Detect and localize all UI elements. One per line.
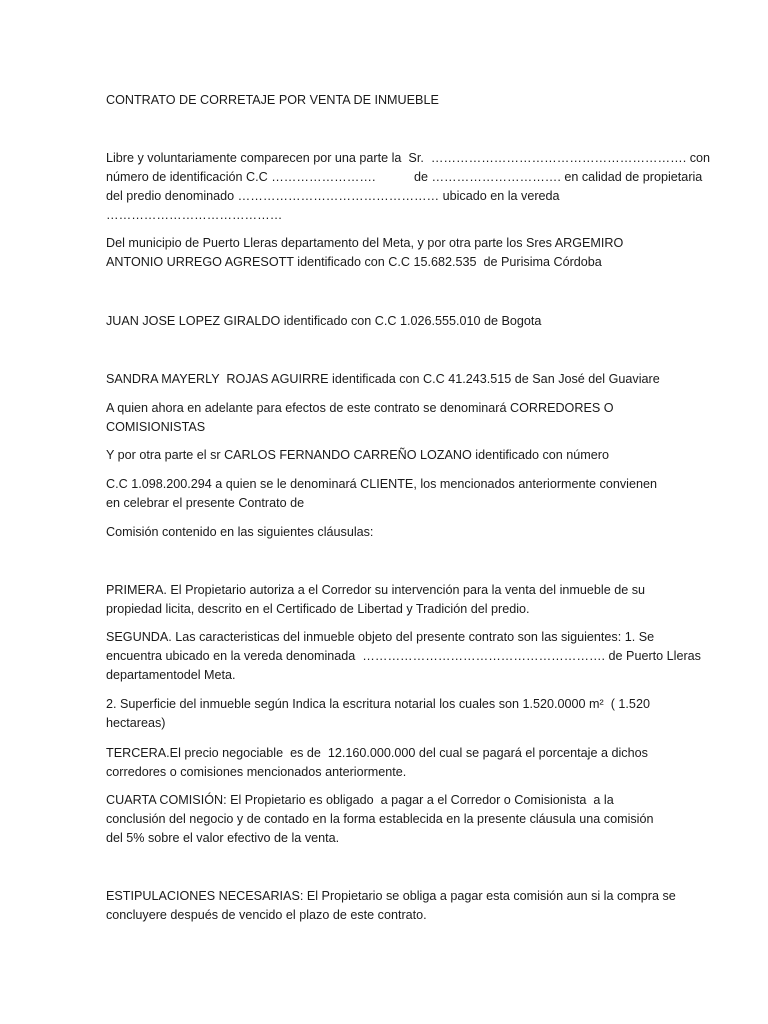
paragraph-line: JUAN JOSE LOPEZ GIRALDO identificado con C.C 1.026.555.010 de Bogota [106,314,542,328]
paragraph-line: concluyere después de vencido el plazo de este contrato. [106,908,427,922]
paragraph-line: número de identificación C.C ……………………. de …………………………. en calidad de propietaria [106,170,703,184]
paragraph-line: corredores o comisiones mencionados anteriormente. [106,765,407,779]
paragraph-line: COMISIONISTAS [106,420,206,434]
paragraph-line: PRIMERA. El Propietario autoriza a el Corredor su intervención para la venta del inmueble de su [106,583,646,597]
paragraph-line: CUARTA COMISIÓN: El Propietario es obligado a pagar a el Corredor o Comisionista a la [106,793,614,807]
paragraph-line: en celebrar el presente Contrato de [106,496,305,510]
paragraph-line: encuentra ubicado en la vereda denominada …………………………………………………. de Puerto Lleras [106,649,701,663]
paragraph-line: ESTIPULACIONES NECESARIAS: El Propietario se obliga a pagar esta comisión aun si la compra se [106,889,676,903]
paragraph-line: ANTONIO URREGO AGRESOTT identificado con C.C 15.682.535 de Purisima Córdoba [106,255,602,269]
document-title: CONTRATO DE CORRETAJE POR VENTA DE INMUEBLE [106,93,439,107]
paragraph-line: del predio denominado ………………………………………… ubicado en la vereda [106,189,560,203]
paragraph-line: C.C 1.098.200.294 a quien se le denominará CLIENTE, los mencionados anteriormente convienen [106,477,657,491]
paragraph-line: …………………………………… [106,208,283,222]
paragraph-line: departamentodel Meta. [106,668,236,682]
paragraph-line: TERCERA.El precio negociable es de 12.160.000.000 del cual se pagará el porcentaje a dichos [106,746,648,760]
paragraph-line: conclusión del negocio y de contado en la forma establecida en la presente cláusula una comisión [106,812,654,826]
paragraph-line: Y por otra parte el sr CARLOS FERNANDO CARREÑO LOZANO identificado con número [106,448,609,462]
paragraph-line: propiedad licita, descrito en el Certificado de Libertad y Tradición del predio. [106,602,530,616]
paragraph-line: Del municipio de Puerto Lleras departamento del Meta, y por otra parte los Sres ARGEMIRO [106,236,624,250]
paragraph-line: SEGUNDA. Las caracteristicas del inmueble objeto del presente contrato son las siguientes: 1. Se [106,630,655,644]
paragraph-line: Comisión contenido en las siguientes cláusulas: [106,525,374,539]
paragraph-line: Libre y voluntariamente comparecen por una parte la Sr. ……………………………………………………. con [106,151,710,165]
paragraph-line: A quien ahora en adelante para efectos de este contrato se denominará CORREDORES O [106,401,614,415]
paragraph-line: hectareas) [106,716,166,730]
paragraph-line: SANDRA MAYERLY ROJAS AGUIRRE identificada con C.C 41.243.515 de San José del Guaviare [106,372,660,386]
paragraph-line: del 5% sobre el valor efectivo de la venta. [106,831,340,845]
paragraph-line: 2. Superficie del inmueble según Indica la escritura notarial los cuales son 1.520.0000 m² ( 1.520 [106,697,650,711]
